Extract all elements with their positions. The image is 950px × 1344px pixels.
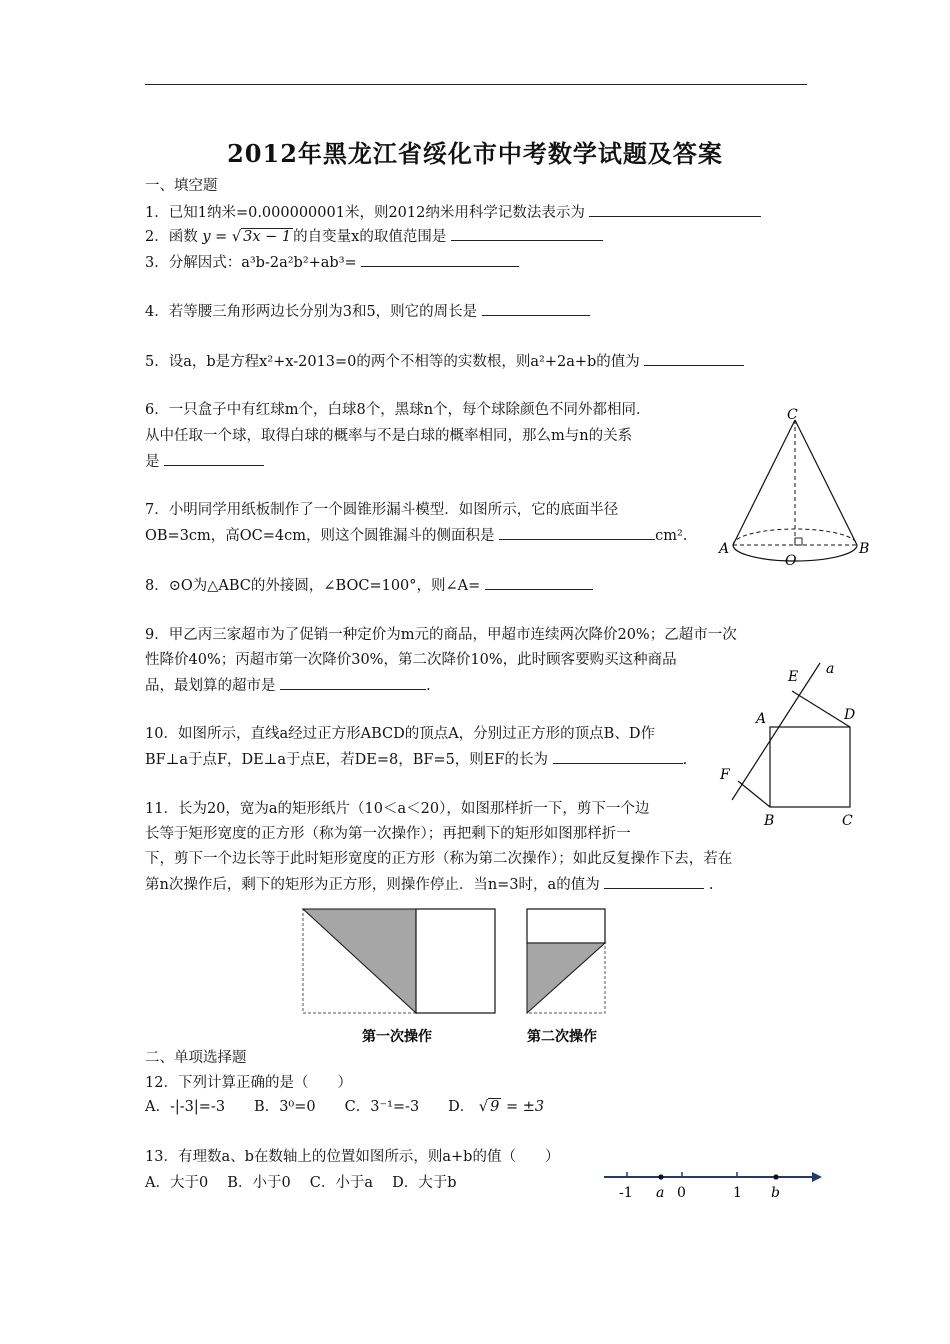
question-11-line-4: 第n次操作后，剩下的矩形为正方形，则操作停止．当n=3时，a的值为 .: [145, 874, 714, 895]
question-3: 3．分解因式：a³b-2a²b²+ab³=: [145, 252, 519, 273]
label-point-a: a: [656, 1185, 665, 1201]
answer-blank-10: [553, 749, 683, 764]
label-point-b: b: [771, 1185, 780, 1201]
label-c: C: [842, 813, 853, 829]
label-b: B: [764, 813, 775, 829]
segment-de: [792, 691, 850, 727]
op2-folded-triangle: [527, 943, 605, 1013]
answer-blank-3: [361, 252, 519, 267]
point-b: [773, 1174, 778, 1179]
label-c: C: [787, 407, 798, 423]
question-13-options: A．大于0 B．小于0 C．小于a D．大于b: [145, 1175, 457, 1191]
section-single-choice: 二、单项选择题: [145, 1050, 247, 1066]
label-a: A: [719, 541, 730, 557]
question-6-line-1: 6．一只盒子中有红球m个，白球8个，黑球n个，每个球除颜色不同外都相同．: [145, 402, 651, 418]
question-12-options: A．-|-3|=-3 B．3⁰=0 C．3⁻¹=-3 D． √ 9 = ±3: [145, 1099, 545, 1115]
right-angle-mark: [795, 538, 802, 545]
question-10-line-2: BF⊥a于点F，DE⊥a于点E，若DE=8，BF=5，则EF的长为 .: [145, 749, 687, 770]
question-11-line-2: 长等于矩形宽度的正方形（称为第一次操作）；再把剩下的矩形如图那样折一: [145, 826, 631, 842]
answer-blank-7: [499, 525, 655, 540]
answer-blank-4: [482, 301, 590, 316]
op1-caption: 第一次操作: [362, 1029, 432, 1045]
question-8: 8．⊙O为△ABC的外接圆，∠BOC=100°，则∠A=: [145, 575, 593, 596]
label-line-a: a: [826, 661, 835, 677]
answer-blank-1: [589, 202, 761, 217]
label-zero: 0: [677, 1185, 686, 1201]
segment-bf: [738, 781, 770, 807]
question-11-line-1: 11．长为20，宽为a的矩形纸片（10＜a＜20），如图那样折一下，剪下一个边: [145, 801, 650, 817]
question-7-line-1: 7．小明同学用纸板制作了一个圆锥形漏斗模型．如图所示，它的底面半径: [145, 502, 619, 518]
question-2: 2．函数 y = √ 3x − 1 的自变量x的取值范围是: [145, 226, 603, 247]
label-b: B: [859, 541, 870, 557]
question-9-line-2: 性降价40%；丙超市第一次降价30%，第二次降价10%，此时顾客要购买这种商品: [145, 652, 677, 668]
answer-blank-9: [280, 675, 426, 690]
question-11-line-3: 下，剪下一个边长等于此时矩形宽度的正方形（称为第二次操作）；如此反复操作下去，若在: [145, 851, 733, 867]
square-abcd: [770, 727, 850, 807]
option-d-formula: √ 9 = ±3: [478, 1099, 545, 1115]
answer-blank-8: [485, 575, 593, 590]
op1-folded-triangle: [303, 909, 416, 1013]
label-o: O: [785, 553, 797, 569]
header-rule: [145, 84, 807, 85]
label-f: F: [720, 767, 730, 783]
question-1: 1．已知1纳米=0.000000001米，则2012纳米用科学记数法表示为: [145, 202, 761, 223]
question-7-line-2: OB=3cm，高OC=4cm，则这个圆锥漏斗的侧面积是 cm².: [145, 525, 687, 546]
label-e: E: [788, 669, 799, 685]
question-12: 12．下列计算正确的是（ ）: [145, 1075, 352, 1091]
point-a: [658, 1174, 663, 1179]
question-4: 4．若等腰三角形两边长分别为3和5，则它的周长是: [145, 301, 590, 322]
cone-edge-right: [795, 420, 857, 545]
answer-blank-11: [604, 874, 704, 889]
cone-figure: [715, 405, 875, 575]
question-6-line-3: 是: [145, 451, 264, 472]
question-6-line-2: 从中任取一个球，取得白球的概率与不是白球的概率相同，那么m与n的关系: [145, 428, 633, 444]
label-one: 1: [733, 1185, 742, 1201]
question-10-line-1: 10．如图所示，直线a经过正方形ABCD的顶点A，分别过正方形的顶点B、D作: [145, 726, 655, 742]
fold-operations-figure: [300, 905, 620, 1050]
axis-arrow: [812, 1172, 822, 1182]
number-line: [600, 1165, 825, 1205]
section-fill-blank: 一、填空题: [145, 178, 218, 194]
square-figure: [710, 655, 870, 830]
op1-remaining-rect: [416, 909, 495, 1013]
answer-blank-6: [164, 451, 264, 466]
label-d: D: [844, 707, 856, 723]
question-9-line-3: 品，最划算的超市是 .: [145, 675, 431, 696]
op2-caption: 第二次操作: [527, 1029, 597, 1045]
page-title: 2012年黑龙江省绥化市中考数学试题及答案: [227, 139, 723, 168]
answer-blank-5: [644, 351, 744, 366]
answer-blank-2: [451, 226, 603, 241]
label-minus-one: -1: [619, 1185, 633, 1201]
line-a: [732, 663, 820, 800]
question-9-line-1: 9．甲乙丙三家超市为了促销一种定价为m元的商品，甲超市连续两次降价20%；乙超市一次: [145, 627, 737, 643]
question-5: 5．设a，b是方程x²+x-2013=0的两个不相等的实数根，则a²+2a+b的值为: [145, 351, 744, 372]
formula-sqrt: y = √ 3x − 1: [202, 229, 292, 245]
cone-edge-left: [733, 420, 795, 545]
label-a: A: [756, 711, 767, 727]
op2-remaining-rect: [527, 909, 605, 943]
question-13: 13．有理数a、b在数轴上的位置如图所示，则a+b的值（ ）: [145, 1149, 560, 1165]
